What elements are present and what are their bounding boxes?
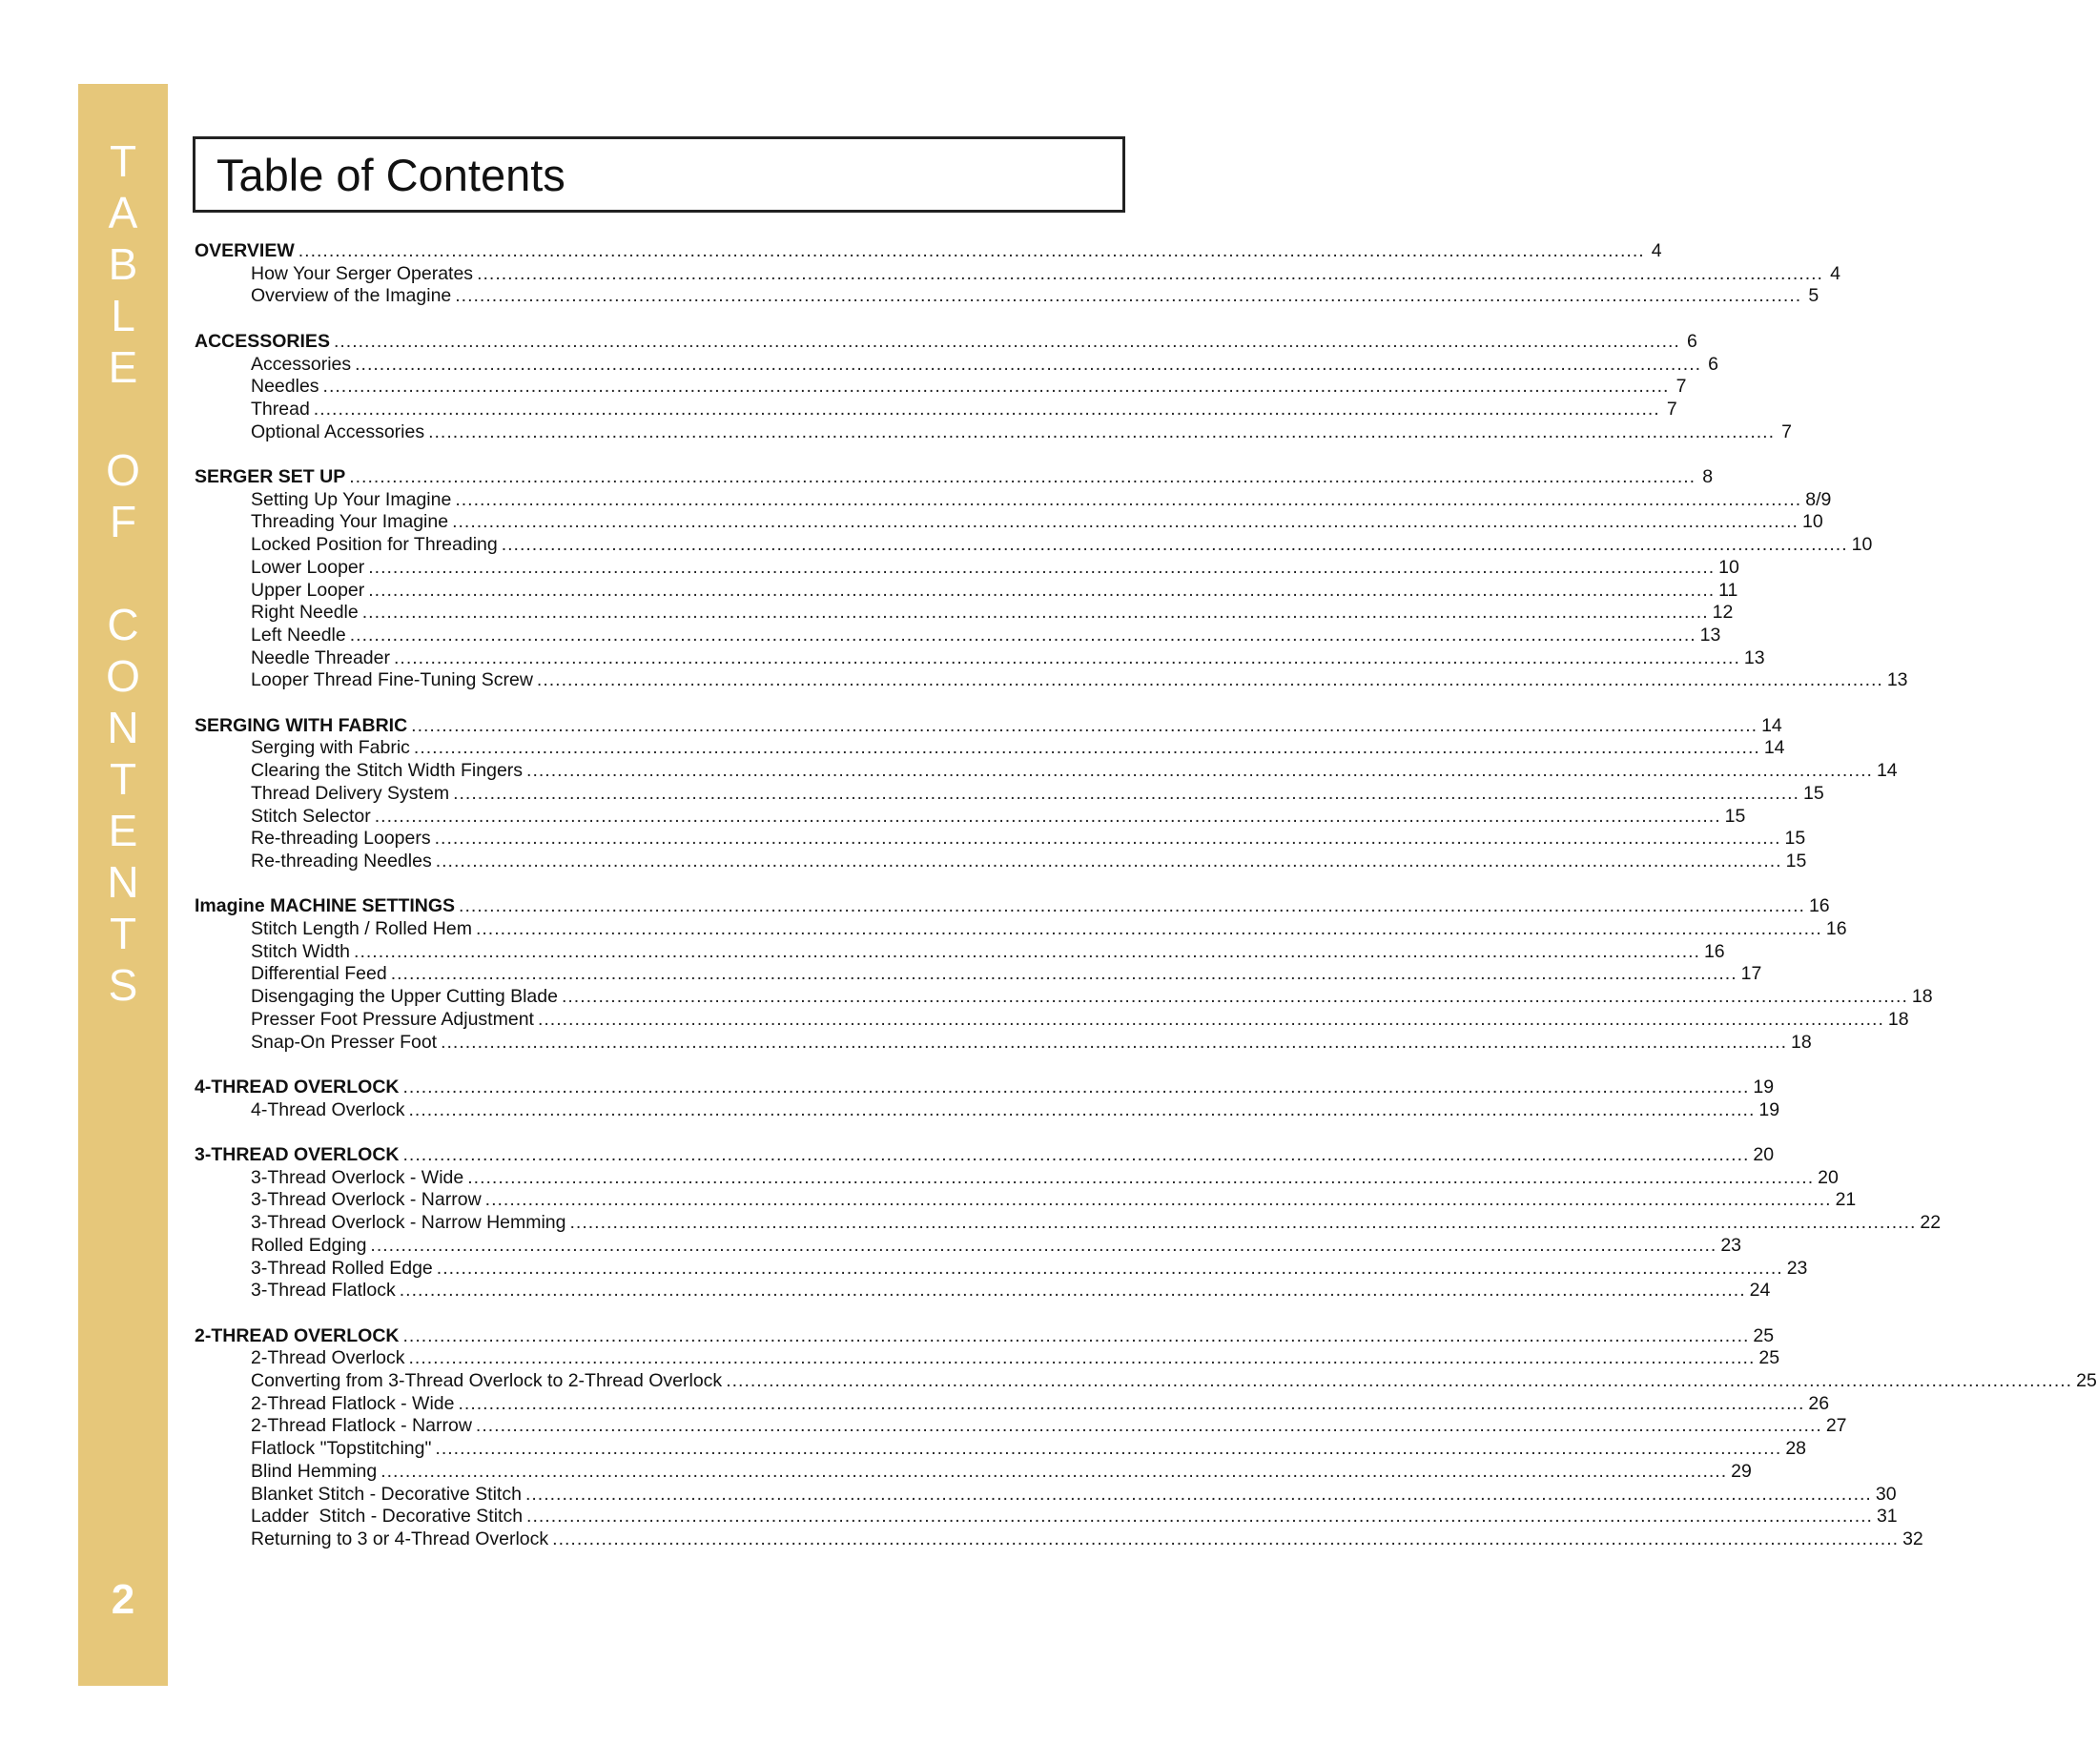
toc-page-number: 15 — [1784, 828, 1806, 850]
dot-leader: ............................................................................................................................................................................................................................ — [390, 963, 1737, 985]
toc-page-number: 18 — [1911, 986, 1933, 1008]
toc-entry-label: Re-threading Needles — [251, 850, 432, 872]
page-number: 2 — [111, 1576, 135, 1623]
toc-page-number: 23 — [1720, 1234, 1742, 1256]
toc-entry[interactable] — [195, 940, 1725, 964]
toc-entry-label: 3-Thread Flatlock — [251, 1280, 396, 1302]
toc-entry[interactable] — [195, 353, 1719, 377]
toc-entry-label: Stitch Selector — [251, 805, 371, 827]
toc-entry[interactable] — [195, 805, 1746, 829]
dot-leader: ............................................................................................................................................................................................................................ — [402, 1324, 1750, 1346]
toc-entry-label: OVERVIEW — [195, 240, 295, 261]
toc-entry-label: Upper Looper — [251, 579, 365, 601]
toc-entry-label: ACCESSORIES — [195, 330, 330, 352]
toc-section-heading[interactable] — [195, 714, 1782, 738]
dot-leader: ............................................................................................................................................................................................................................ — [552, 1528, 1900, 1549]
sidebar-letter: N — [107, 703, 139, 752]
toc-page-number: 13 — [1699, 624, 1721, 646]
dot-leader: ............................................................................................................................................................................................................................ — [536, 669, 1883, 691]
toc-entry[interactable] — [195, 1460, 1752, 1484]
toc-entry[interactable] — [195, 398, 1677, 421]
toc-page-number: 29 — [1731, 1460, 1752, 1482]
dot-leader: ............................................................................................................................................................................................................................ — [561, 986, 1908, 1008]
toc-page-number: 20 — [1818, 1166, 1839, 1188]
toc-entry-label: Looper Thread Fine-Tuning Screw — [251, 669, 533, 691]
toc-entry[interactable] — [195, 1415, 1847, 1438]
dot-leader: ............................................................................................................................................................................................................................ — [569, 1212, 1917, 1234]
toc-entry-label: Flatlock "Topstitching" — [251, 1438, 432, 1460]
toc-page-number: 15 — [1802, 782, 1824, 804]
toc-entry[interactable] — [195, 850, 1807, 873]
toc-entry-label: Clearing the Stitch Width Fingers — [251, 760, 524, 782]
toc-entry[interactable] — [195, 1392, 1830, 1416]
dot-leader: ............................................................................................................................................................................................................................ — [428, 420, 1775, 442]
toc-entry-label: Presser Foot Pressure Adjustment — [251, 1008, 534, 1030]
toc-entry[interactable] — [195, 1234, 1742, 1258]
toc-entry-label: Overview of the Imagine — [251, 285, 452, 307]
toc-page-number: 13 — [1743, 646, 1765, 668]
dot-leader: ............................................................................................................................................................................................................................ — [526, 1506, 1873, 1528]
toc-entry-label: Serging with Fabric — [251, 737, 410, 759]
sidebar-letter: B — [108, 239, 138, 289]
toc-entry[interactable] — [195, 1212, 1942, 1235]
toc-page-number: 25 — [2076, 1370, 2097, 1391]
toc-page-number: 22 — [1920, 1212, 1942, 1234]
toc-entry[interactable] — [195, 511, 1823, 534]
toc-entry-label: Stitch Length / Rolled Hem — [251, 918, 472, 939]
toc-entry[interactable] — [195, 534, 1873, 557]
sidebar-band — [78, 84, 168, 1686]
toc-entry-label: 2-THREAD OVERLOCK — [195, 1324, 400, 1346]
toc-entry[interactable] — [195, 737, 1785, 760]
toc-page-number: 17 — [1740, 963, 1762, 985]
toc-entry-label: 3-Thread Overlock - Narrow — [251, 1189, 482, 1211]
dot-leader: ............................................................................................................................................................................................................................ — [408, 1098, 1756, 1120]
toc-page-number: 19 — [1758, 1098, 1780, 1120]
toc-entry-label: Imagine MACHINE SETTINGS — [195, 895, 456, 917]
toc-page-number: 4 — [1651, 240, 1662, 261]
dot-leader: ............................................................................................................................................................................................................................ — [413, 737, 1760, 759]
toc-page-number: 28 — [1785, 1438, 1807, 1460]
toc-entry-label: Disengaging the Upper Cutting Blade — [251, 986, 558, 1008]
dot-leader: ............................................................................................................................................................................................................................ — [537, 1008, 1884, 1030]
dot-leader: ............................................................................................................................................................................................................................ — [313, 398, 1660, 420]
toc-entry-label: SERGING WITH FABRIC — [195, 714, 408, 736]
toc-page-number: 16 — [1808, 895, 1830, 917]
toc-entry[interactable] — [195, 1031, 1812, 1055]
toc-page-number: 7 — [1666, 398, 1677, 420]
toc-entry[interactable] — [195, 646, 1765, 670]
toc-entry-label: Accessories — [251, 353, 352, 375]
toc-page-number: 6 — [1708, 353, 1719, 375]
toc-entry-label: 4-THREAD OVERLOCK — [195, 1076, 400, 1097]
toc-entry-label: Rolled Edging — [251, 1234, 367, 1256]
toc-entry[interactable] — [195, 828, 1806, 851]
toc-section-heading[interactable] — [195, 1144, 1775, 1167]
toc-page-number: 14 — [1876, 760, 1898, 782]
toc-page-number: 19 — [1753, 1076, 1775, 1097]
toc-page-number: 25 — [1758, 1347, 1780, 1369]
dot-leader: ............................................................................................................................................................................................................................ — [524, 1483, 1872, 1505]
sidebar-letter: S — [108, 960, 138, 1010]
toc-section-heading[interactable] — [195, 1324, 1775, 1348]
dot-leader: ............................................................................................................................................................................................................................ — [455, 285, 1802, 307]
dot-leader: ............................................................................................................................................................................................................................ — [455, 488, 1802, 510]
toc-entry-label: Needle Threader — [251, 646, 390, 668]
toc-entry-label: 2-Thread Overlock — [251, 1347, 405, 1369]
toc-entry-label: Snap-On Presser Foot — [251, 1031, 438, 1053]
toc-entry[interactable] — [195, 579, 1738, 603]
toc-section-heading[interactable] — [195, 1076, 1775, 1099]
dot-leader: ............................................................................................................................................................................................................................ — [368, 556, 1716, 578]
toc-entry-label: Returning to 3 or 4-Thread Overlock — [251, 1528, 549, 1549]
toc-entry-label: 3-Thread Overlock - Wide — [251, 1166, 464, 1188]
dot-leader: ............................................................................................................................................................................................................................ — [354, 940, 1700, 962]
toc-entry[interactable] — [195, 782, 1824, 806]
toc-entry[interactable] — [195, 624, 1721, 647]
page-title: Table of Contents — [216, 150, 565, 200]
dot-leader: ............................................................................................................................................................................................................................ — [726, 1370, 2073, 1391]
toc-entry[interactable] — [195, 1098, 1780, 1122]
dot-leader: ............................................................................................................................................................................................................................ — [402, 1076, 1750, 1097]
toc-page-number: 31 — [1876, 1506, 1898, 1528]
toc-entry-label: Lower Looper — [251, 556, 365, 578]
dot-leader: ............................................................................................................................................................................................................................ — [452, 511, 1799, 533]
toc-page-number: 7 — [1676, 376, 1687, 398]
toc-entry[interactable] — [195, 1506, 1898, 1528]
toc-page-number: 4 — [1830, 262, 1840, 284]
toc-entry[interactable] — [195, 420, 1792, 444]
toc-page-number: 16 — [1703, 940, 1725, 962]
toc-entry-label: Right Needle — [251, 602, 359, 624]
toc-section-heading[interactable] — [195, 895, 1830, 918]
toc-page-number: 12 — [1712, 602, 1734, 624]
toc-page-number: 14 — [1761, 714, 1782, 736]
toc-entry-label: Converting from 3-Thread Overlock to 2-Thread Overlock — [251, 1370, 723, 1391]
toc-entry[interactable] — [195, 602, 1734, 625]
dot-leader: ............................................................................................................................................................................................................................ — [477, 262, 1823, 284]
toc-entry[interactable] — [195, 669, 1908, 692]
toc-entry-label: Blind Hemming — [251, 1460, 378, 1482]
sidebar-letter: E — [108, 342, 138, 392]
sidebar-letter: A — [108, 188, 138, 237]
toc-entry[interactable] — [195, 1166, 1839, 1190]
dot-leader: ............................................................................................................................................................................................................................ — [441, 1031, 1787, 1053]
dot-leader: ............................................................................................................................................................................................................................ — [333, 330, 1680, 352]
toc-entry-label: 2-Thread Flatlock - Narrow — [251, 1415, 472, 1437]
toc-page-number: 15 — [1724, 805, 1746, 827]
toc-entry-label: How Your Serger Operates — [251, 262, 474, 284]
toc-entry[interactable] — [195, 1257, 1808, 1281]
sidebar-letter: L — [111, 291, 135, 340]
dot-leader: ............................................................................................................................................................................................................................ — [526, 760, 1873, 782]
toc-entry[interactable] — [195, 1370, 2097, 1393]
toc-entry[interactable] — [195, 1438, 1807, 1461]
toc-entry[interactable] — [195, 760, 1898, 783]
toc-page-number: 21 — [1835, 1189, 1857, 1211]
sidebar-letter: T — [109, 909, 137, 958]
toc-section-heading[interactable] — [195, 466, 1714, 489]
toc-page-number: 18 — [1887, 1008, 1909, 1030]
dot-leader: ............................................................................................................................................................................................................................ — [484, 1189, 1832, 1211]
dot-leader: ............................................................................................................................................................................................................................ — [402, 1144, 1750, 1165]
dot-leader: ............................................................................................................................................................................................................................ — [435, 1438, 1782, 1460]
dot-leader: ............................................................................................................................................................................................................................ — [399, 1280, 1746, 1302]
toc-entry-label: 2-Thread Flatlock - Wide — [251, 1392, 455, 1414]
toc-section-heading[interactable] — [195, 240, 1662, 263]
dot-leader: ............................................................................................................................................................................................................................ — [361, 602, 1709, 624]
toc-section-heading[interactable] — [195, 330, 1697, 354]
toc-entry[interactable] — [195, 376, 1687, 399]
toc-entry[interactable] — [195, 488, 1832, 512]
toc-entry[interactable] — [195, 1347, 1780, 1370]
toc-entry-label: 3-THREAD OVERLOCK — [195, 1144, 400, 1165]
sidebar-letter: F — [109, 497, 137, 546]
dot-leader: ............................................................................................................................................................................................................................ — [475, 918, 1822, 939]
dot-leader: ............................................................................................................................................................................................................................ — [467, 1166, 1815, 1188]
toc-page-number: 5 — [1808, 285, 1819, 307]
toc-page-number: 10 — [1851, 534, 1873, 556]
toc-entry-label: Thread Delivery System — [251, 782, 450, 804]
dot-leader: ............................................................................................................................................................................................................................ — [501, 534, 1848, 556]
toc-entry[interactable] — [195, 1528, 1923, 1551]
toc-entry[interactable] — [195, 1189, 1857, 1212]
toc-entry-label: Threading Your Imagine — [251, 511, 449, 533]
toc-page-number: 25 — [1753, 1324, 1775, 1346]
dot-leader: ............................................................................................................................................................................................................................ — [355, 353, 1702, 375]
toc-entry[interactable] — [195, 918, 1847, 941]
toc-entry-label: Blanket Stitch - Decorative Stitch — [251, 1483, 522, 1505]
sidebar-letter: C — [107, 600, 139, 649]
toc-page-number: 20 — [1753, 1144, 1775, 1165]
dot-leader: ............................................................................................................................................................................................................................ — [408, 1347, 1756, 1369]
toc-entry-label: 3-Thread Rolled Edge — [251, 1257, 433, 1279]
toc-page-number: 23 — [1786, 1257, 1808, 1279]
toc-entry-label: Re-threading Loopers — [251, 828, 431, 850]
toc-entry-label: SERGER SET UP — [195, 466, 346, 487]
toc-page-number: 11 — [1718, 579, 1738, 601]
toc-page-number: 24 — [1749, 1280, 1771, 1302]
toc-entry[interactable] — [195, 1008, 1909, 1032]
toc-entry[interactable] — [195, 556, 1739, 580]
sidebar-letter: T — [109, 754, 137, 804]
toc-page-number: 26 — [1808, 1392, 1830, 1414]
dot-leader: ............................................................................................................................................................................................................................ — [434, 828, 1781, 850]
toc-page-number: 8 — [1702, 466, 1714, 487]
dot-leader: ............................................................................................................................................................................................................................ — [298, 240, 1645, 261]
dot-leader: ............................................................................................................................................................................................................................ — [349, 466, 1696, 487]
toc-page-number: 13 — [1886, 669, 1908, 691]
toc-page-number: 18 — [1791, 1031, 1812, 1053]
toc-entry-label: Locked Position for Threading — [251, 534, 498, 556]
dot-leader: ............................................................................................................................................................................................................................ — [393, 646, 1740, 668]
toc-page-number: 27 — [1825, 1415, 1847, 1437]
toc-entry-label: Left Needle — [251, 624, 346, 646]
toc-entry[interactable] — [195, 262, 1840, 286]
dot-leader: ............................................................................................................................................................................................................................ — [475, 1415, 1822, 1437]
dot-leader: ............................................................................................................................................................................................................................ — [459, 895, 1805, 917]
toc-entry-label: Stitch Width — [251, 940, 351, 962]
dot-leader: ............................................................................................................................................................................................................................ — [380, 1460, 1728, 1482]
toc-entry-label: Differential Feed — [251, 963, 387, 985]
dot-leader: ............................................................................................................................................................................................................................ — [458, 1392, 1805, 1414]
sidebar-letter: E — [108, 806, 138, 855]
toc-page-number: 30 — [1875, 1483, 1897, 1505]
dot-leader: ............................................................................................................................................................................................................................ — [436, 1257, 1783, 1279]
toc-entry[interactable] — [195, 1280, 1771, 1302]
toc-page-number: 32 — [1902, 1528, 1923, 1549]
toc-entry[interactable] — [195, 986, 1933, 1009]
sidebar-letter: T — [109, 136, 137, 186]
toc-entry-label: Setting Up Your Imagine — [251, 488, 452, 510]
toc-page-number: 16 — [1825, 918, 1847, 939]
toc-entry[interactable] — [195, 963, 1762, 986]
dot-leader: ............................................................................................................................................................................................................................ — [411, 714, 1758, 736]
toc-entry-label: Needles — [251, 376, 319, 398]
toc-page-number: 8/9 — [1805, 488, 1832, 510]
toc-entry-label: Thread — [251, 398, 310, 420]
toc-page-number: 15 — [1785, 850, 1807, 872]
toc-page-number: 6 — [1687, 330, 1697, 352]
toc-entry[interactable] — [195, 1483, 1897, 1507]
dot-leader: ............................................................................................................................................................................................................................ — [349, 624, 1696, 646]
toc-entry-label: Ladder Stitch - Decorative Stitch — [251, 1506, 524, 1528]
dot-leader: ............................................................................................................................................................................................................................ — [368, 579, 1716, 601]
sidebar-letter: O — [106, 445, 140, 495]
dot-leader: ............................................................................................................................................................................................................................ — [453, 782, 1799, 804]
title-box — [193, 136, 1125, 213]
toc-entry-label: Optional Accessories — [251, 420, 425, 442]
dot-leader: ............................................................................................................................................................................................................................ — [374, 805, 1721, 827]
sidebar-letter: O — [106, 651, 140, 701]
toc-page-number: 7 — [1781, 420, 1792, 442]
dot-leader: ............................................................................................................................................................................................................................ — [322, 376, 1670, 398]
toc-entry-label: 3-Thread Overlock - Narrow Hemming — [251, 1212, 566, 1234]
toc-page-number: 14 — [1763, 737, 1785, 759]
sidebar-letter: N — [107, 857, 139, 907]
dot-leader: ............................................................................................................................................................................................................................ — [370, 1234, 1717, 1256]
toc-page-number: 10 — [1801, 511, 1823, 533]
dot-leader: ............................................................................................................................................................................................................................ — [435, 850, 1782, 872]
toc-entry-label: 4-Thread Overlock — [251, 1098, 405, 1120]
toc-page-number: 10 — [1718, 556, 1739, 578]
toc-entry[interactable] — [195, 285, 1819, 308]
